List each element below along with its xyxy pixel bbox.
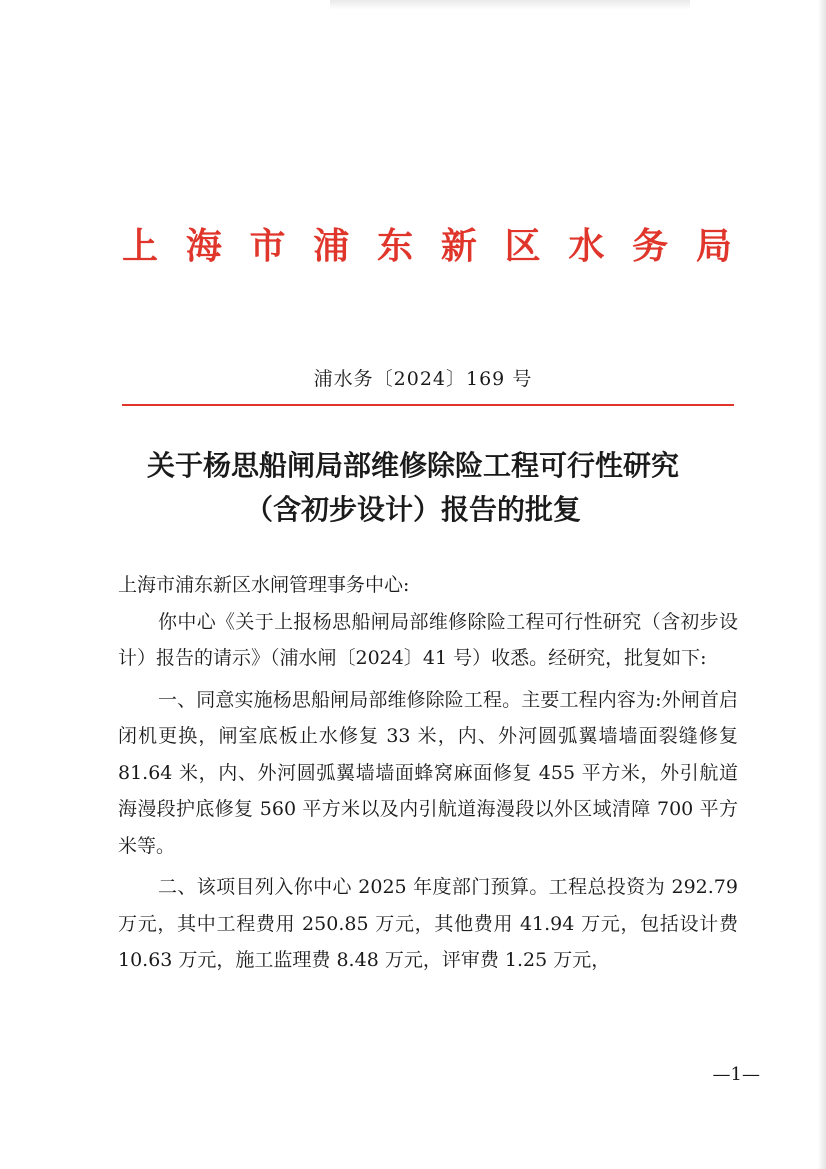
document-number: 浦水务〔2024〕169 号 [313,368,533,390]
org-char: 区 [504,225,541,267]
org-char: 新 [440,225,477,267]
red-separator-line [122,404,734,406]
org-char: 水 [568,225,605,267]
org-char: 局 [695,225,732,267]
body-paragraph: 你中心《关于上报杨思船闸局部维修除险工程可行性研究（含初步设计）报告的请示》（浦水闸〔2024〕41 号）收悉。经研究，批复如下: [118,610,738,669]
document-body [118,567,738,979]
addressee: 上海市浦东新区水闸管理事务中心: [118,574,410,596]
org-char: 东 [377,225,414,267]
org-char: 务 [632,225,669,267]
document-title [0,444,826,532]
body-paragraph: 一、同意实施杨思船闸局部维修除险工程。主要工程内容为:外闸首启闭机更换，闸室底板止水修复 33 米，内、外河圆弧翼墙墙面裂缝修复 81.64 米，内、外河圆弧翼墙墙面蜂窝麻面修复 455 平方米，外引航道海漫段护底修复 560 平方米以及内引航道海漫段以外区域清障 700 平方米等。 [118,688,738,857]
page-number: —1— [712,1064,760,1085]
org-char: 上 [122,225,159,267]
title-line-2: （含初步设计）报告的批复 [244,493,581,526]
title-line-1: 关于杨思船闸局部维修除险工程可行性研究 [146,449,679,482]
scan-shadow-right [818,0,826,1169]
org-char: 浦 [313,225,350,267]
org-char: 海 [185,225,222,267]
issuing-organization-header [122,222,732,270]
scan-shadow-top [330,0,690,10]
org-char: 市 [249,225,286,267]
body-paragraph: 二、该项目列入你中心 2025 年度部门预算。工程总投资为 292.79 万元，其中工程费用 250.85 万元，其他费用 41.94 万元，包括设计费 10.63 万元，施工监理费 8.48 万元，评审费 1.25 万元， [118,876,738,971]
